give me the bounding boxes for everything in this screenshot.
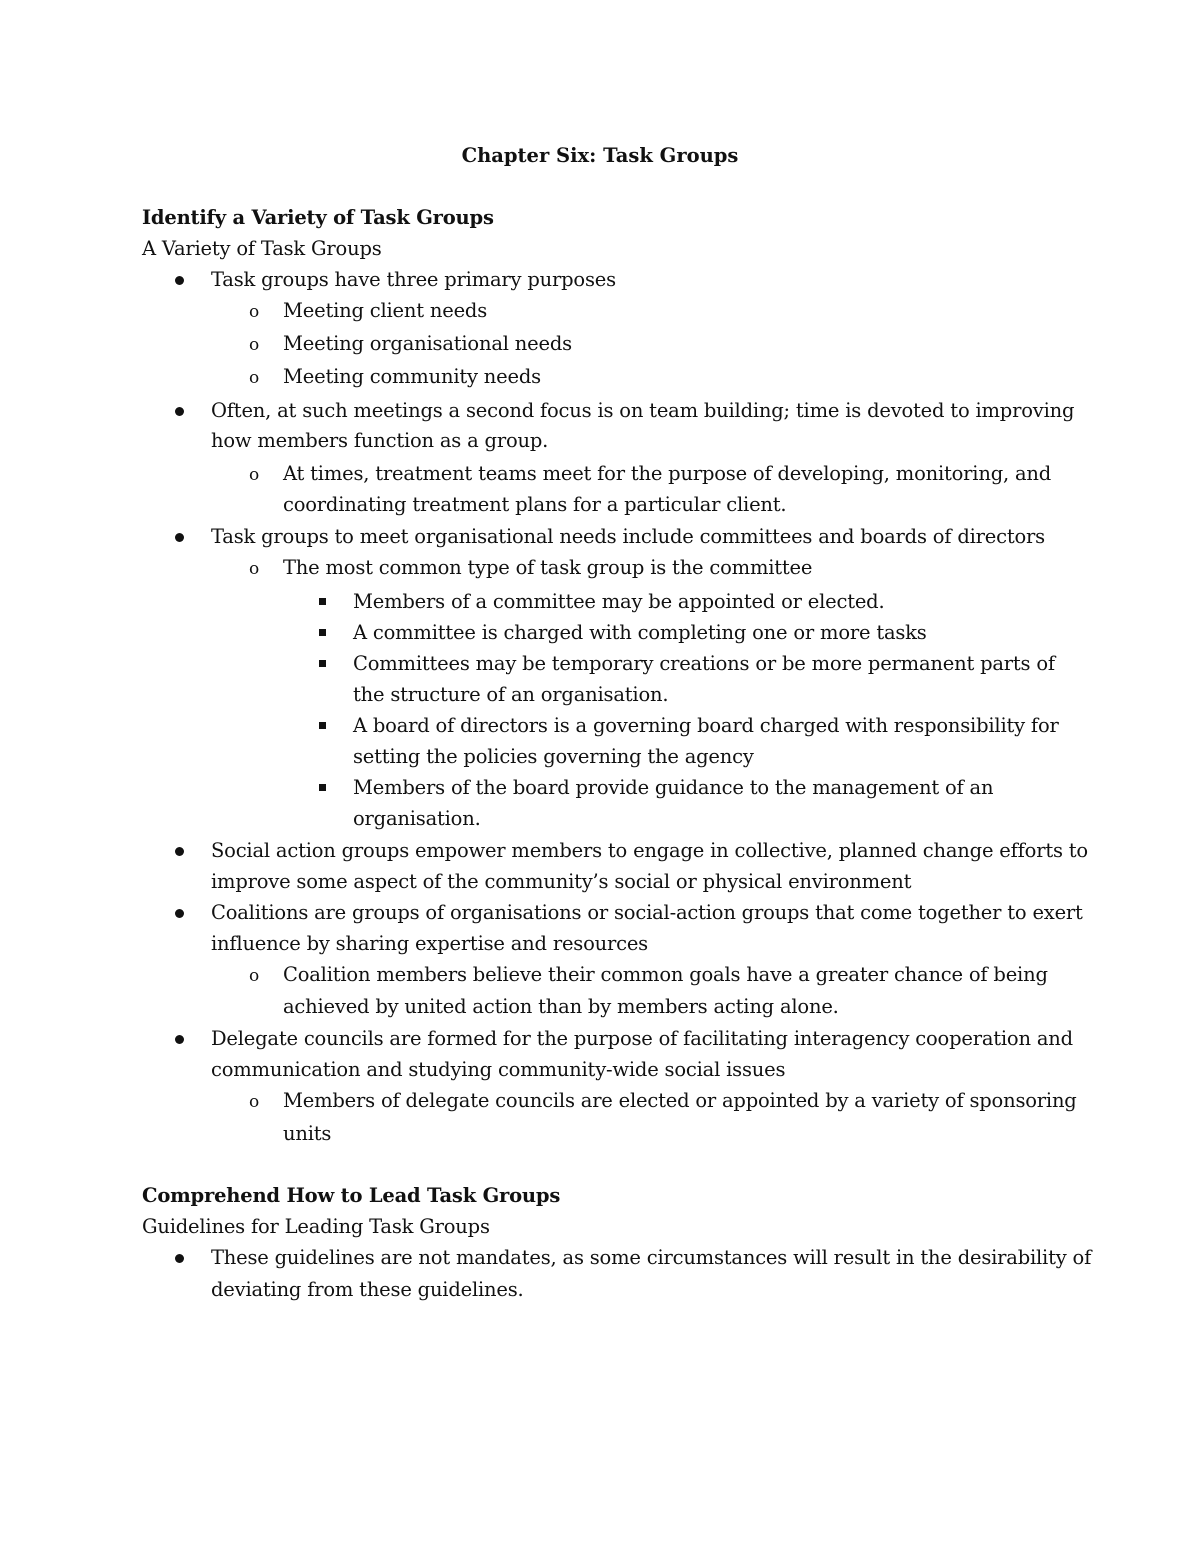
list-item-continuation: coordinating treatment plans for a particular client. bbox=[283, 493, 787, 516]
bullet-square bbox=[319, 784, 326, 791]
list-item-continuation: communication and studying community-wide social issues bbox=[211, 1058, 786, 1081]
list-item-continuation: influence by sharing expertise and resources bbox=[211, 932, 648, 955]
list-item: Meeting community needs bbox=[283, 365, 541, 388]
list-item: A board of directors is a governing board charged with responsibility for bbox=[353, 714, 1059, 737]
bullet-disc bbox=[175, 1035, 184, 1044]
bullet-square bbox=[319, 660, 326, 667]
list-item: Coalitions are groups of organisations or social-action groups that come together to exert bbox=[211, 901, 1083, 924]
list-item: Task groups have three primary purposes bbox=[211, 268, 616, 291]
list-item: Social action groups empower members to engage in collective, planned change efforts to bbox=[211, 839, 1088, 862]
list-item: These guidelines are not mandates, as some circumstances will result in the desirability of bbox=[211, 1246, 1092, 1269]
bullet-disc bbox=[175, 533, 184, 542]
bullet-disc bbox=[175, 847, 184, 856]
bullet-square bbox=[319, 629, 326, 636]
section-subheading: A Variety of Task Groups bbox=[142, 237, 382, 260]
bullet-circle: o bbox=[249, 302, 260, 322]
section-heading: Comprehend How to Lead Task Groups bbox=[142, 1184, 561, 1207]
list-item: Members of a committee may be appointed or elected. bbox=[353, 590, 885, 613]
bullet-circle: o bbox=[249, 1092, 260, 1112]
list-item-continuation: organisation. bbox=[353, 807, 481, 830]
list-item: Meeting organisational needs bbox=[283, 332, 572, 355]
list-item-continuation: units bbox=[283, 1122, 332, 1145]
list-item: Members of the board provide guidance to the management of an bbox=[353, 776, 994, 799]
list-item: Meeting client needs bbox=[283, 299, 488, 322]
document-title: Chapter Six: Task Groups bbox=[461, 144, 739, 167]
list-item: The most common type of task group is the committee bbox=[283, 556, 813, 579]
bullet-square bbox=[319, 598, 326, 605]
bullet-circle: o bbox=[249, 966, 260, 986]
bullet-disc bbox=[175, 276, 184, 285]
bullet-disc bbox=[175, 407, 184, 416]
list-item-continuation: deviating from these guidelines. bbox=[211, 1278, 524, 1301]
list-item-continuation: setting the policies governing the agency bbox=[353, 745, 754, 768]
section-subheading: Guidelines for Leading Task Groups bbox=[142, 1215, 490, 1238]
list-item-continuation: improve some aspect of the community’s social or physical environment bbox=[211, 870, 912, 893]
bullet-circle: o bbox=[249, 368, 260, 388]
list-item: At times, treatment teams meet for the purpose of developing, monitoring, and bbox=[283, 462, 1052, 485]
list-item-continuation: how members function as a group. bbox=[211, 429, 549, 452]
bullet-circle: o bbox=[249, 335, 260, 355]
bullet-disc bbox=[175, 909, 184, 918]
bullet-disc bbox=[175, 1254, 184, 1263]
list-item: Coalition members believe their common goals have a greater chance of being bbox=[283, 963, 1048, 986]
list-item: Committees may be temporary creations or be more permanent parts of bbox=[353, 652, 1055, 675]
list-item: A committee is charged with completing one or more tasks bbox=[353, 621, 927, 644]
bullet-circle: o bbox=[249, 465, 260, 485]
list-item: Task groups to meet organisational needs include committees and boards of directors bbox=[211, 525, 1045, 548]
section-heading: Identify a Variety of Task Groups bbox=[142, 206, 494, 229]
bullet-square bbox=[319, 722, 326, 729]
list-item-continuation: achieved by united action than by members acting alone. bbox=[283, 995, 839, 1018]
bullet-circle: o bbox=[249, 559, 260, 579]
list-item: Delegate councils are formed for the purpose of facilitating interagency cooperation and bbox=[211, 1027, 1073, 1050]
list-item-continuation: the structure of an organisation. bbox=[353, 683, 669, 706]
list-item: Members of delegate councils are elected or appointed by a variety of sponsoring bbox=[283, 1089, 1077, 1112]
list-item: Often, at such meetings a second focus is on team building; time is devoted to improving bbox=[211, 399, 1075, 422]
